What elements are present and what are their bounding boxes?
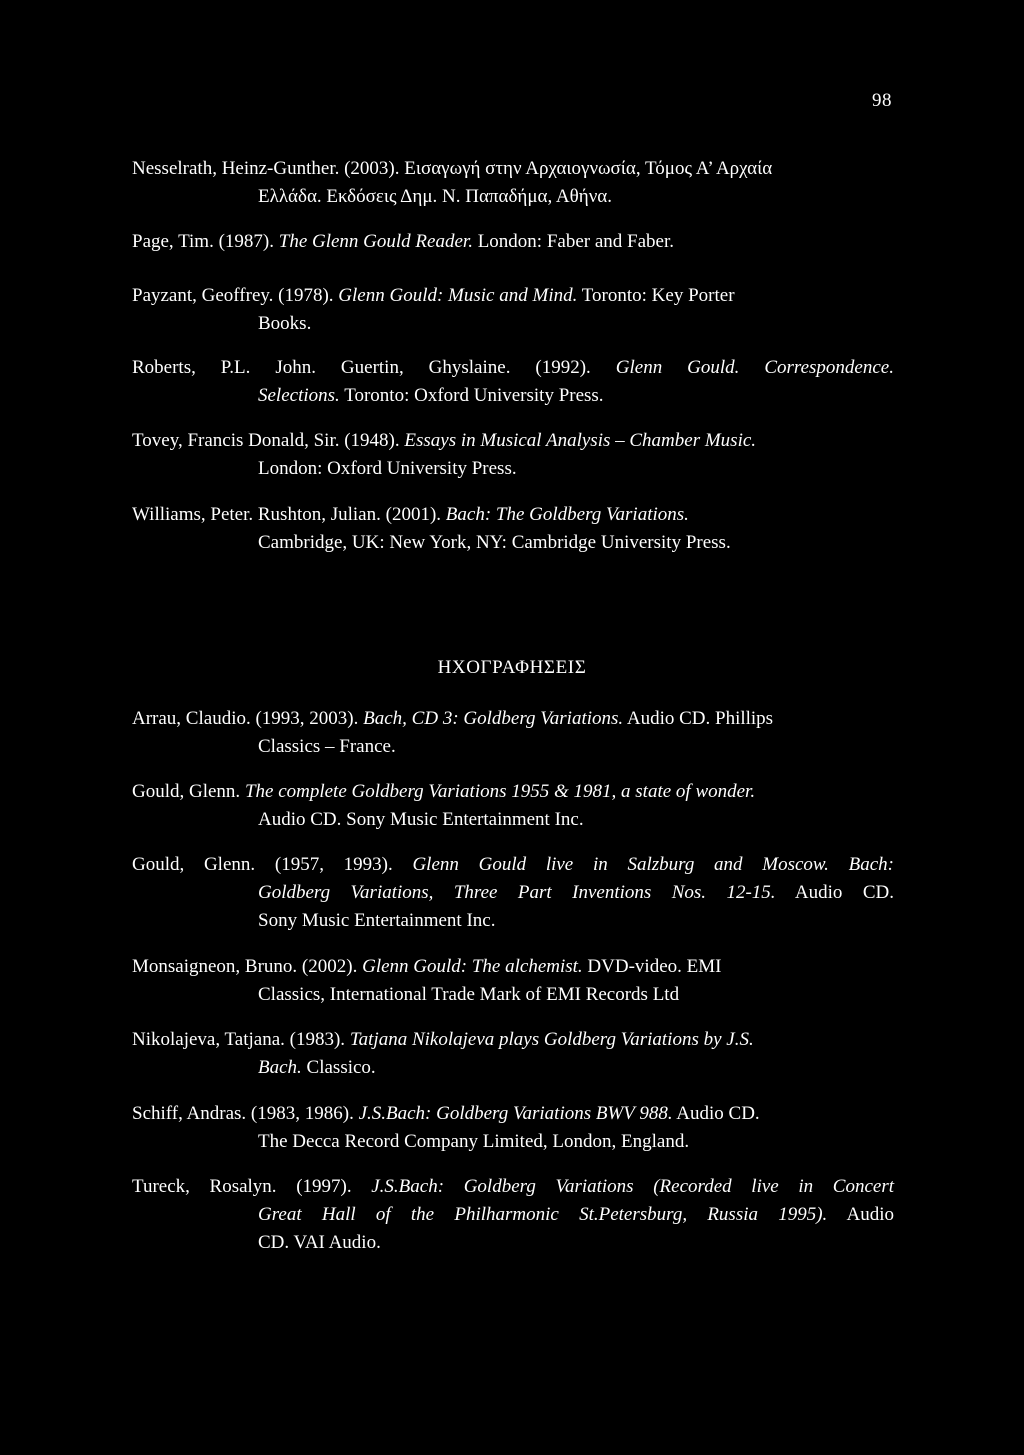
entry-title-text: Glenn Gould: The alchemist. (362, 956, 583, 977)
entry-line (132, 455, 902, 483)
entry-text: Nesselrath, Heinz-Gunther. (2003). Εισαγωγή στην Αρχαιογνωσία, Τόμος Α’ Αρχαία (132, 158, 773, 179)
entry-title-text: Tatjana Nikolajeva plays Goldberg Variations by J.S. (349, 1029, 754, 1050)
entry-text: Audio CD. (775, 882, 894, 903)
entry-title-text: J.S.Bach: Goldberg Variations BWV 988. (358, 1103, 673, 1124)
entry-title-text: Bach, CD 3: Goldberg Variations. (363, 708, 624, 729)
entry-line (132, 282, 902, 310)
entry-text: The Decca Record Company Limited, London, England. (258, 1131, 690, 1152)
entry-text: Gould, Glenn. (1957, 1993). (132, 854, 413, 875)
entry-title-text: Glenn Gould. Correspondence. (615, 357, 894, 378)
entry-text: Page, Tim. (1987). (132, 231, 279, 252)
entry-text: Ελλάδα. Εκδόσεις Δημ. Ν. Παπαδήμα, Αθήνα. (258, 186, 612, 207)
entry-line (132, 851, 894, 879)
entry-text: Audio CD. Sony Music Entertainment Inc. (258, 809, 584, 830)
bibliography-entry (132, 354, 902, 410)
entry-line (132, 705, 902, 733)
discography-entry (132, 778, 902, 834)
entry-text: Tovey, Francis Donald, Sir. (1948). (132, 430, 405, 451)
entry-line (132, 953, 902, 981)
discography-entry (132, 953, 902, 1009)
entry-text: Tureck, Rosalyn. (1997). (132, 1176, 372, 1197)
entry-text: Audio (827, 1204, 895, 1225)
entry-line (132, 1128, 902, 1156)
bibliography-entry (132, 228, 902, 256)
bibliography-entry (132, 501, 902, 557)
entry-title-text: Bach: The Goldberg Variations. (445, 504, 689, 525)
entry-text: Sony Music Entertainment Inc. (258, 910, 496, 931)
entry-title-text: Great Hall of the Philharmonic St.Petersburg, Russia 1995). (258, 1204, 828, 1225)
discography-entry (132, 1100, 902, 1156)
entry-text: Toronto: Key Porter (577, 285, 735, 306)
entry-line (132, 354, 894, 382)
entry-text: Classics – France. (258, 736, 396, 757)
entry-line (132, 879, 894, 907)
entry-line (132, 382, 902, 410)
entry-line (132, 155, 902, 183)
entry-text: Schiff, Andras. (1983, 1986). (132, 1103, 359, 1124)
entry-text: Monsaigneon, Bruno. (2002). (132, 956, 363, 977)
entry-line (132, 778, 902, 806)
bibliography-entry (132, 155, 902, 211)
entry-line (132, 1229, 902, 1257)
entry-title-text: The complete Goldberg Variations 1955 & 1981, a state of wonder. (244, 781, 756, 802)
bibliography-entry (132, 282, 902, 338)
entry-title-text: Essays in Musical Analysis – Chamber Music. (404, 430, 757, 451)
entry-line (132, 733, 902, 761)
entry-line (132, 228, 902, 256)
entry-line (132, 529, 902, 557)
entry-title-text: Selections. (258, 385, 340, 406)
section-title: ΗΧΟΓΡΑΦΗΣΕΙΣ (437, 657, 587, 678)
entry-title-text: Glenn Gould live in Salzburg and Moscow. Bach: (412, 854, 894, 875)
entry-title-text: Goldberg Variations, Three Part Inventions Nos. 12-15. (258, 882, 776, 903)
entry-line (132, 310, 902, 338)
entry-line (132, 501, 902, 529)
discography-entry (132, 1173, 902, 1257)
entry-line (132, 1026, 902, 1054)
entry-line (132, 1054, 902, 1082)
discography-entry (132, 705, 902, 761)
entry-text: CD. VAI Audio. (258, 1232, 381, 1253)
entry-line (132, 1100, 902, 1128)
entry-line (132, 1201, 894, 1229)
entry-text: London: Oxford University Press. (258, 458, 517, 479)
entry-text: Audio CD. Phillips (623, 708, 774, 729)
entry-text: Payzant, Geoffrey. (1978). (132, 285, 339, 306)
discography-entry (132, 1026, 902, 1082)
entry-text: Books. (258, 313, 312, 334)
entry-title-text: J.S.Bach: Goldberg Variations (Recorded live in Concert (371, 1176, 894, 1197)
entry-line (132, 183, 902, 211)
entry-text: Classics, International Trade Mark of EMI Records Ltd (258, 984, 680, 1005)
entry-title-text: The Glenn Gould Reader. (278, 231, 473, 252)
entry-title-text: Glenn Gould: Music and Mind. (338, 285, 578, 306)
entry-text: Arrau, Claudio. (1993, 2003). (132, 708, 364, 729)
entry-text: Classico. (301, 1057, 376, 1078)
entry-line (132, 981, 902, 1009)
entry-line (132, 427, 902, 455)
discography-entry (132, 851, 902, 935)
entry-text: London: Faber and Faber. (472, 231, 674, 252)
bibliography-entry (132, 427, 902, 483)
entry-text: Cambridge, UK: New York, NY: Cambridge University Press. (258, 532, 731, 553)
entry-title-text: Bach. (258, 1057, 302, 1078)
entry-text: Roberts, P.L. John. Guertin, Ghyslaine. (1992). (132, 357, 616, 378)
entry-text: Nikolajeva, Tatjana. (1983). (132, 1029, 350, 1050)
entry-text: Gould, Glenn. (132, 781, 245, 802)
entry-line (132, 806, 902, 834)
entry-text: Audio CD. (672, 1103, 760, 1124)
entry-line (132, 1173, 894, 1201)
entry-line (132, 907, 902, 935)
page-number: 98 (872, 90, 892, 111)
entry-text: Toronto: Oxford University Press. (339, 385, 604, 406)
entry-text: Williams, Peter. Rushton, Julian. (2001). (132, 504, 446, 525)
entry-text: DVD-video. EMI (582, 956, 722, 977)
